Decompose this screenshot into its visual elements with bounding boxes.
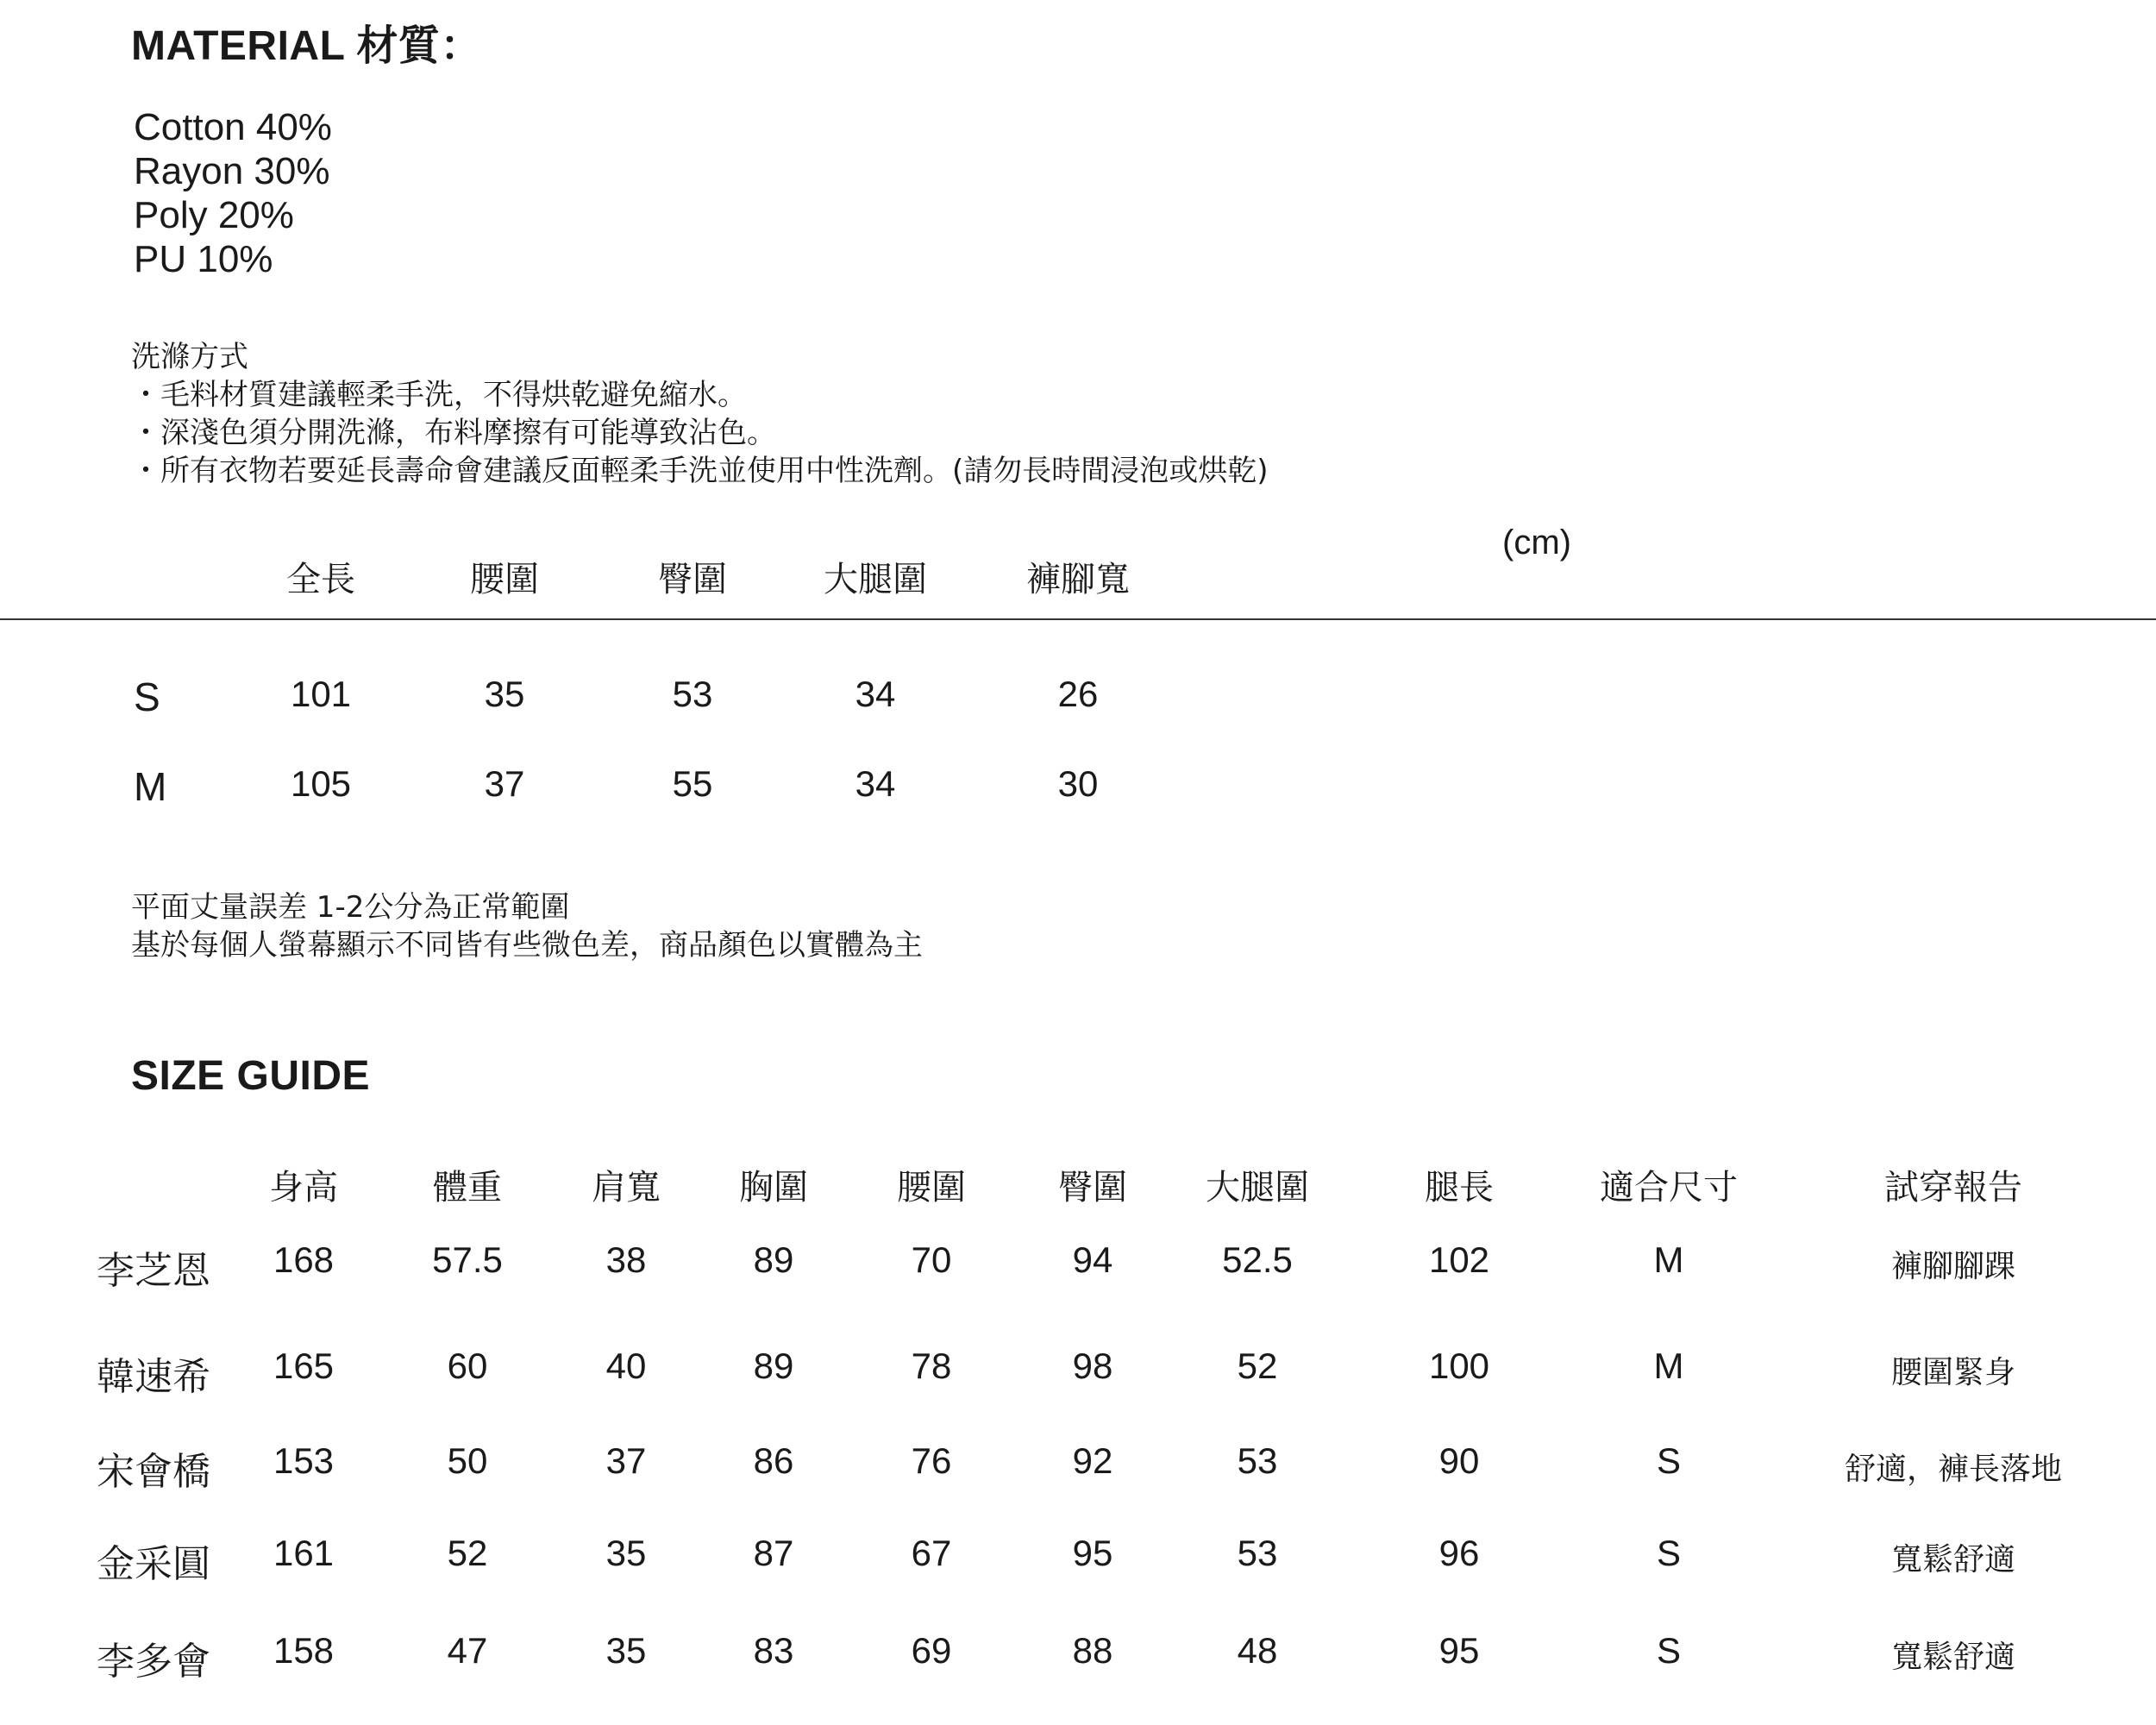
care-line: ・毛料材質建議輕柔手洗，不得烘乾避免縮水。 xyxy=(131,378,747,412)
measure-header: 臀圍 xyxy=(658,560,727,599)
guide-header: 體重 xyxy=(433,1168,502,1208)
guide-cell: 96 xyxy=(1438,1533,1480,1573)
model-name: 李芝恩 xyxy=(97,1249,210,1293)
guide-cell: 37 xyxy=(605,1440,647,1481)
guide-cell: S xyxy=(1656,1630,1682,1671)
guide-cell: 70 xyxy=(911,1239,952,1280)
model-name: 金采圓 xyxy=(97,1542,210,1586)
care-title: 洗滌方式 xyxy=(131,340,248,374)
fit-report: 寬鬆舒適 xyxy=(1890,1542,2016,1578)
guide-cell: 90 xyxy=(1438,1440,1480,1481)
guide-cell: S xyxy=(1656,1440,1682,1481)
guide-header: 試穿報告 xyxy=(1884,1168,2022,1208)
material-heading: MATERIAL 材質： xyxy=(131,23,482,69)
guide-cell: 40 xyxy=(605,1346,647,1386)
guide-header: 大腿圍 xyxy=(1206,1168,1309,1208)
guide-cell: 165 xyxy=(273,1346,335,1386)
guide-header: 身高 xyxy=(269,1168,338,1208)
guide-cell: 47 xyxy=(447,1630,488,1671)
guide-cell: 158 xyxy=(273,1630,335,1671)
guide-header: 胸圍 xyxy=(739,1168,808,1208)
measure-cell: 37 xyxy=(484,763,525,804)
guide-header: 適合尺寸 xyxy=(1600,1168,1738,1208)
guide-header: 腰圍 xyxy=(897,1168,966,1208)
care-line: ・深淺色須分開洗滌，布料摩擦有可能導致沾色。 xyxy=(131,416,776,450)
fit-report: 寬鬆舒適 xyxy=(1890,1640,2016,1675)
guide-cell: 102 xyxy=(1428,1239,1490,1280)
table-divider xyxy=(0,618,2156,620)
note-line: 基於每個人螢幕顯示不同皆有些微色差，商品顏色以實體為主 xyxy=(131,928,923,963)
size-label: S xyxy=(134,674,160,719)
guide-cell: 52.5 xyxy=(1222,1239,1293,1280)
unit-label: (cm) xyxy=(1502,524,1571,561)
fit-report: 舒適，褲長落地 xyxy=(1844,1452,2063,1487)
guide-cell: 60 xyxy=(447,1346,488,1386)
guide-cell: 86 xyxy=(753,1440,794,1481)
measure-cell: 30 xyxy=(1057,763,1099,804)
measure-cell: 53 xyxy=(672,674,713,714)
guide-cell: M xyxy=(1653,1346,1684,1386)
guide-cell: 52 xyxy=(1237,1346,1278,1386)
guide-header: 肩寬 xyxy=(592,1168,661,1208)
guide-cell: 57.5 xyxy=(432,1239,503,1280)
guide-cell: 89 xyxy=(753,1239,794,1280)
guide-cell: M xyxy=(1653,1239,1684,1280)
guide-header: 腿長 xyxy=(1425,1168,1494,1208)
guide-cell: 35 xyxy=(605,1630,647,1671)
guide-cell: 53 xyxy=(1237,1440,1278,1481)
guide-cell: 98 xyxy=(1072,1346,1113,1386)
measure-header: 褲腳寬 xyxy=(1026,560,1130,599)
guide-header: 臀圍 xyxy=(1058,1168,1127,1208)
measure-cell: 105 xyxy=(290,763,352,804)
material-line: Rayon 30% xyxy=(134,150,330,192)
guide-cell: 35 xyxy=(605,1533,647,1573)
size-label: M xyxy=(134,764,167,809)
care-line: ・所有衣物若要延長壽命會建議反面輕柔手洗並使用中性洗劑。(請勿長時間浸泡或烘乾) xyxy=(131,454,1269,488)
guide-cell: 67 xyxy=(911,1533,952,1573)
measure-header: 全長 xyxy=(286,560,355,599)
guide-cell: 89 xyxy=(753,1346,794,1386)
material-line: Poly 20% xyxy=(134,194,294,236)
guide-cell: 78 xyxy=(911,1346,952,1386)
guide-cell: 95 xyxy=(1438,1630,1480,1671)
measure-cell: 34 xyxy=(855,674,896,714)
model-name: 韓速希 xyxy=(97,1355,210,1399)
guide-cell: 83 xyxy=(753,1630,794,1671)
guide-cell: 52 xyxy=(447,1533,488,1573)
measure-header: 腰圍 xyxy=(470,560,539,599)
guide-cell: 153 xyxy=(273,1440,335,1481)
guide-cell: 53 xyxy=(1237,1533,1278,1573)
measure-cell: 26 xyxy=(1057,674,1099,714)
material-line: PU 10% xyxy=(134,238,273,280)
measure-header: 大腿圍 xyxy=(824,560,927,599)
model-name: 李多會 xyxy=(97,1640,210,1684)
guide-cell: 168 xyxy=(273,1239,335,1280)
guide-cell: 161 xyxy=(273,1533,335,1573)
measure-cell: 35 xyxy=(484,674,525,714)
guide-cell: 88 xyxy=(1072,1630,1113,1671)
guide-cell: 38 xyxy=(605,1239,647,1280)
guide-cell: 76 xyxy=(911,1440,952,1481)
guide-cell: 87 xyxy=(753,1533,794,1573)
guide-cell: 95 xyxy=(1072,1533,1113,1573)
measure-cell: 34 xyxy=(855,763,896,804)
guide-cell: 92 xyxy=(1072,1440,1113,1481)
measure-cell: 55 xyxy=(672,763,713,804)
material-line: Cotton 40% xyxy=(134,106,332,148)
size-guide-heading: SIZE GUIDE xyxy=(131,1053,371,1099)
fit-report: 腰圍緊身 xyxy=(1890,1355,2016,1390)
guide-cell: 100 xyxy=(1428,1346,1490,1386)
guide-cell: 48 xyxy=(1237,1630,1278,1671)
fit-report: 褲腳腳踝 xyxy=(1890,1249,2016,1284)
measure-cell: 101 xyxy=(290,674,352,714)
guide-cell: 69 xyxy=(911,1630,952,1671)
guide-cell: 50 xyxy=(447,1440,488,1481)
model-name: 宋會橋 xyxy=(97,1450,210,1494)
guide-cell: S xyxy=(1656,1533,1682,1573)
guide-cell: 94 xyxy=(1072,1239,1113,1280)
note-line: 平面丈量誤差 1-2公分為正常範圍 xyxy=(131,890,570,925)
